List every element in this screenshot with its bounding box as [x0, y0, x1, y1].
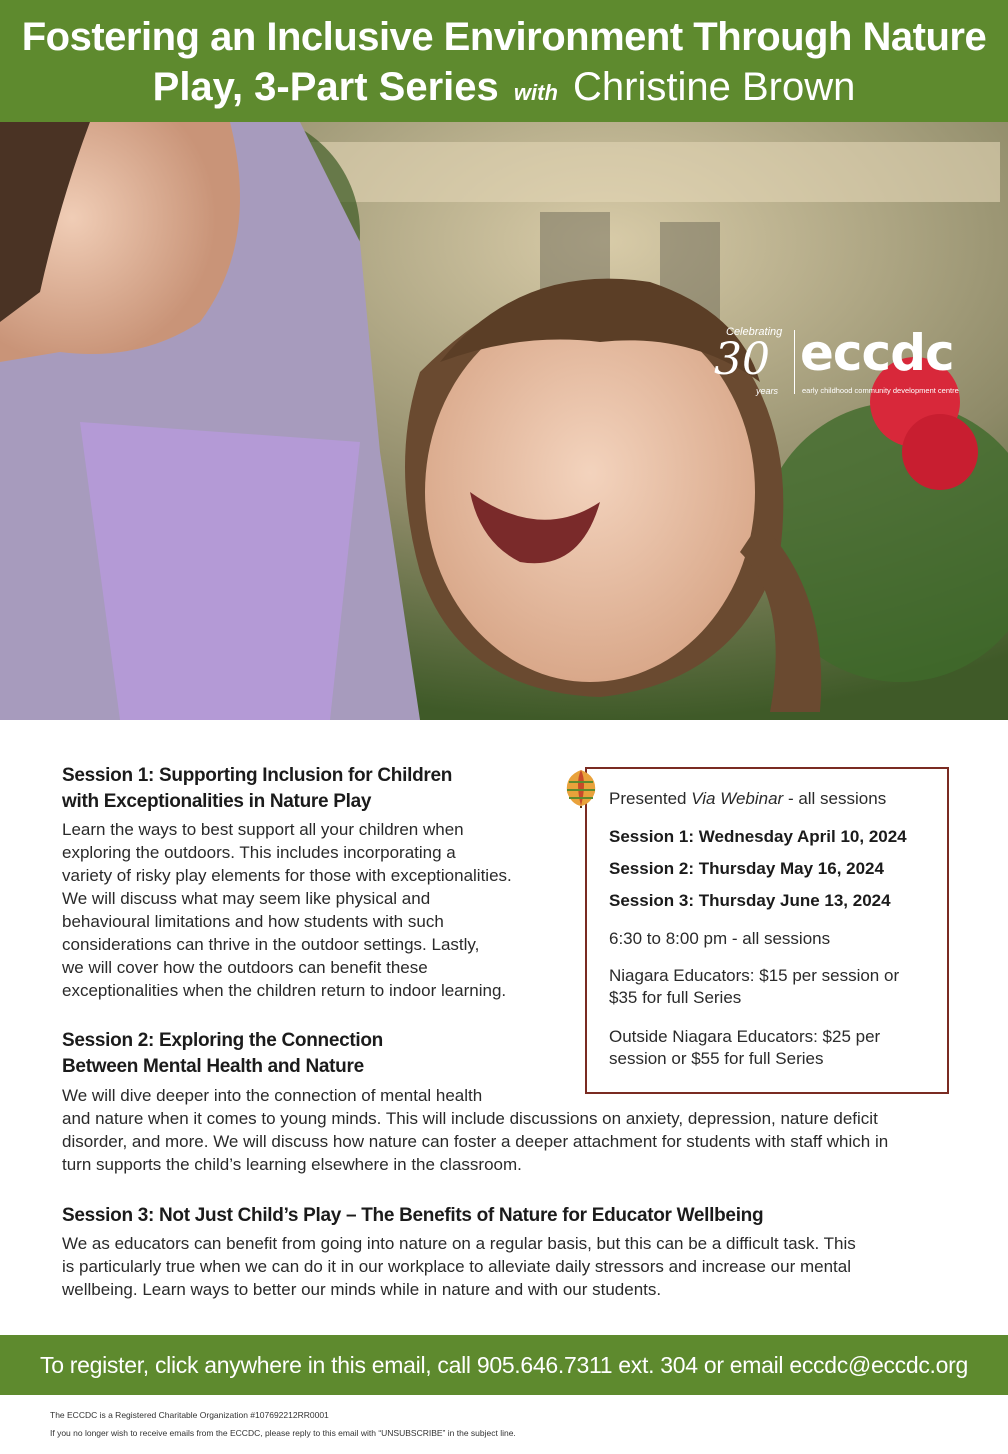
session2-body-line: We will dive deeper into the connection of mental health [62, 1086, 483, 1105]
session1-body-line: behavioural limitations and how students with such [62, 912, 444, 931]
session1-body-line: exploring the outdoors. This includes incorporating a [62, 843, 456, 862]
session1-title-line1: Session 1: Supporting Inclusion for Children [62, 765, 453, 786]
session1-title [62, 763, 452, 815]
session2-description [62, 1084, 962, 1176]
niagara-pricing-line: Niagara Educators: $15 per session or [609, 966, 900, 985]
session2-title-line1: Session 2: Exploring the Connection [62, 1030, 383, 1051]
outside-niagara-pricing [609, 1026, 880, 1070]
session2-body-line: and nature when it comes to young minds. This will include discussions on anxiety, depression, nature deficit [62, 1109, 878, 1128]
session3-body-line: We as educators can benefit from going into nature on a regular basis, but this can be a difficult task. This [62, 1234, 856, 1253]
session1-body-line: we will cover how the outdoors can benefit these [62, 958, 428, 977]
presented-prefix: Presented [609, 789, 692, 808]
session1-body-line: Learn the ways to best support all your children when [62, 820, 464, 839]
outside-pricing-line: Outside Niagara Educators: $25 per [609, 1027, 881, 1046]
session3-title: Session 3: Not Just Child’s Play – The Benefits of Nature for Educator Wellbeing [62, 1205, 764, 1226]
logo-name: eccdc [800, 324, 954, 382]
session2-title-line2: Between Mental Health and Nature [62, 1056, 364, 1077]
page-title-line2 [0, 64, 1008, 116]
session3-date: Session 3: Thursday June 13, 2024 [609, 891, 891, 910]
presented-via: Via Webinar [691, 789, 784, 808]
unsubscribe-notice: If you no longer wish to receive emails from the ECCDC, please reply to this email with “UNSUBSCRIBE” in the subject line. [50, 1428, 516, 1438]
logo-divider [794, 330, 795, 394]
session2-title [62, 1028, 383, 1080]
session1-description [62, 818, 562, 1002]
session-time: 6:30 to 8:00 pm - all sessions [609, 929, 831, 948]
logo-celebrating: Celebrating [726, 326, 783, 338]
session2-body-line: disorder, and more. We will discuss how nature can foster a deeper attachment for students with staff which in [62, 1132, 889, 1151]
session1-body-line: We will discuss what may seem like physical and [62, 889, 431, 908]
session2-date: Session 2: Thursday May 16, 2024 [609, 859, 884, 878]
outside-pricing-line: session or $55 for full Series [609, 1049, 824, 1068]
hero-photo-illustration [0, 122, 1008, 720]
page-title-line1: Fostering an Inclusive Environment Through Nature [21, 15, 987, 59]
eccdc-logo [712, 322, 982, 402]
session1-body-line: variety of risky play elements for those with exceptionalities. [62, 866, 512, 885]
title-series: Play, 3-Part Series [152, 65, 499, 109]
session1-title-line2: with Exceptionalities in Nature Play [62, 791, 372, 812]
session2-body-line: turn supports the child’s learning elsewhere in the classroom. [62, 1155, 522, 1174]
niagara-pricing-line: $35 for full Series [609, 988, 742, 1007]
presented-via-line [609, 788, 886, 810]
session1-body-line: exceptionalities when the children return to indoor learning. [62, 981, 507, 1000]
session3-description [62, 1232, 962, 1301]
register-banner[interactable]: To register, click anywhere in this email, call 905.646.7311 ext. 304 or email eccdc@eccdc.org [0, 1335, 1008, 1395]
title-with: with [513, 80, 558, 105]
header-banner [0, 0, 1008, 122]
session1-date: Session 1: Wednesday April 10, 2024 [609, 827, 907, 846]
session3-body-line: wellbeing. Learn ways to better our minds while in nature and with our students. [62, 1280, 662, 1299]
logo-subtitle: early childhood community development centre [802, 386, 959, 395]
presenter-name: Christine Brown [573, 65, 856, 109]
session-details-box [585, 767, 949, 1094]
leaf-icon [561, 768, 601, 808]
logo-anniversary-number: 30 [714, 334, 770, 385]
session3-body-line: is particularly true when we can do it in our workplace to alleviate daily stressors and increase our mental [62, 1257, 851, 1276]
logo-years: years [756, 386, 779, 396]
presented-suffix: - all sessions [783, 789, 887, 808]
session1-body-line: considerations can thrive in the outdoor settings. Lastly, [62, 935, 480, 954]
charity-notice: The ECCDC is a Registered Charitable Organization #107692212RR0001 [50, 1410, 329, 1420]
niagara-pricing [609, 965, 899, 1009]
hero-photo[interactable] [0, 122, 1008, 720]
